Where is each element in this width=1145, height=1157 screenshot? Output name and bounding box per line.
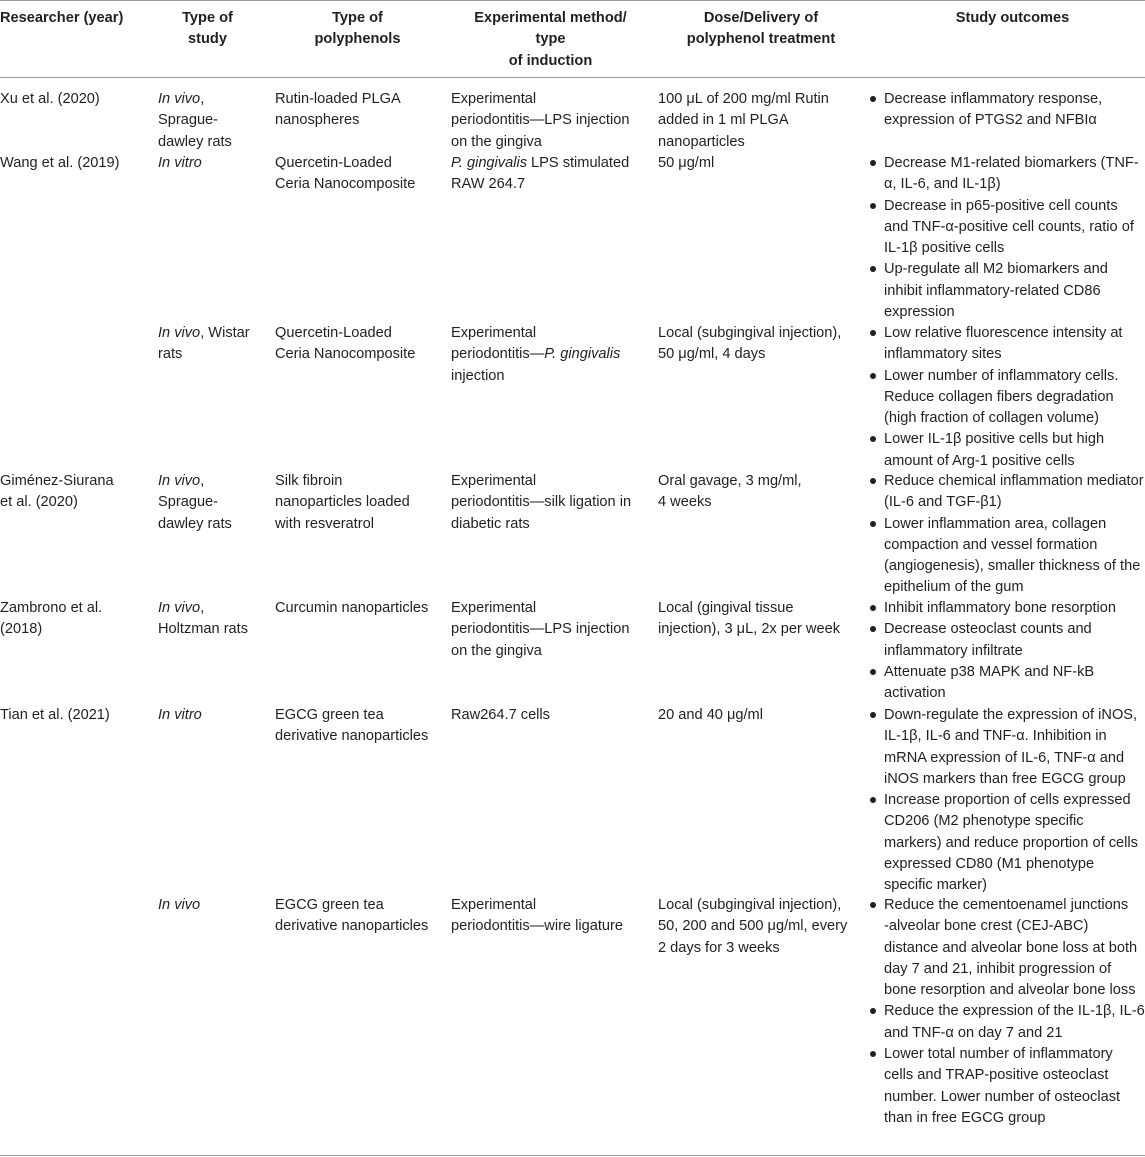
- dose-cell: [658, 598, 858, 641]
- cell-line: Up-regulate all M2 biomarkers and: [884, 261, 1108, 278]
- cell-line: [451, 153, 649, 174]
- cell-line: bone resorption and alveolar bone loss: [884, 982, 1136, 999]
- line-rest: on the gingiva: [451, 133, 542, 150]
- cell-line: [451, 174, 649, 195]
- dose-cell: [658, 153, 858, 174]
- line-rest: Sprague-: [158, 112, 219, 129]
- line-italic: In vitro: [158, 155, 202, 171]
- cell-line: number. Lower number of osteoclast: [884, 1088, 1121, 1105]
- cell-line: [451, 89, 649, 110]
- cell-line: Wang et al. (2019): [0, 155, 120, 171]
- study-type-cell: [158, 895, 268, 916]
- cell-line: 20 and 40 μg/ml: [658, 707, 763, 723]
- dose-cell: [658, 323, 858, 366]
- cell-line: expressed CD80 (M1 phenotype: [884, 856, 1095, 873]
- cell-line: Local (subgingival injection),: [658, 325, 842, 341]
- header-dose-delivery: Dose/Delivery of polyphenol treatment: [686, 10, 836, 48]
- cell-line: α, IL-6, and IL-1β): [884, 176, 1001, 193]
- outcomes-list: [868, 153, 1145, 323]
- table-bottom-rule: [0, 1155, 1145, 1156]
- line-rest: , Wistar: [200, 325, 250, 341]
- line-rest: diabetic rats: [451, 515, 530, 532]
- polyphenol-cell: [275, 895, 443, 938]
- cell-line: [451, 895, 649, 916]
- researcher-cell: [0, 153, 150, 174]
- cell-line: [158, 598, 268, 619]
- outcome-item: [868, 1044, 1145, 1129]
- cell-line: Inhibit inflammatory bone resorption: [884, 600, 1116, 616]
- cell-line: Ceria Nanocomposite: [275, 176, 416, 193]
- cell-line: Reduce the expression of the IL-1β, IL-6: [884, 1003, 1145, 1020]
- cell-line: [158, 514, 268, 535]
- cell-line: amount of Arg-1 positive cells: [884, 452, 1075, 469]
- outcome-item: [868, 196, 1145, 260]
- line-rest: rats: [158, 346, 183, 363]
- cell-line: -alveolar bone crest (CEJ-ABC): [884, 918, 1089, 935]
- cell-line: nanospheres: [275, 112, 360, 129]
- cell-line: inhibit inflammatory-related CD86: [884, 282, 1101, 299]
- dose-cell: [658, 895, 858, 959]
- line-italic: In vivo: [158, 600, 201, 616]
- cell-line: [451, 323, 649, 344]
- cell-line: et al. (2020): [0, 494, 78, 511]
- cell-line: [158, 705, 268, 726]
- outcomes-cell: [868, 895, 1145, 1129]
- header-experimental-method: Experimental method/ type of induction: [474, 10, 627, 69]
- study-type-cell: [158, 598, 268, 641]
- cell-line: 4 weeks: [658, 494, 712, 511]
- outcomes-cell: [868, 598, 1145, 704]
- cell-line: [158, 110, 268, 131]
- outcome-item: [868, 790, 1145, 896]
- outcome-item: [868, 89, 1145, 132]
- cell-line: [158, 323, 268, 344]
- outcomes-cell: [868, 153, 1145, 323]
- line-pre: periodontitis—: [451, 346, 545, 363]
- outcomes-cell: [868, 323, 1145, 472]
- cell-line: 50, 200 and 500 μg/ml, every: [658, 918, 848, 935]
- cell-line: [451, 132, 649, 153]
- outcomes-list: [868, 471, 1145, 599]
- dose-cell: [658, 89, 858, 153]
- cell-line: injection), 3 μL, 2x per week: [658, 621, 841, 638]
- cell-line: CD206 (M2 phenotype specific: [884, 813, 1084, 830]
- outcome-item: [868, 514, 1145, 599]
- method-cell: [451, 323, 649, 387]
- cell-line: Reduce chemical inflammation mediator: [884, 473, 1144, 489]
- cell-line: expression: [884, 304, 955, 321]
- line-rest: periodontitis—wire ligature: [451, 918, 623, 935]
- study-type-cell: [158, 471, 268, 535]
- cell-line: [158, 89, 268, 110]
- outcome-item: [868, 366, 1145, 430]
- cell-line: [451, 598, 649, 619]
- line-italic: In vivo: [158, 473, 201, 489]
- cell-line: Quercetin-Loaded: [275, 325, 392, 341]
- line-rest: ,: [200, 91, 205, 107]
- cell-line: Local (gingival tissue: [658, 600, 794, 616]
- header-study-outcomes: Study outcomes: [955, 10, 1070, 26]
- cell-line: added in 1 ml PLGA: [658, 112, 789, 129]
- cell-line: Down-regulate the expression of iNOS,: [884, 707, 1138, 723]
- cell-line: Rutin-loaded PLGA: [275, 91, 401, 107]
- header-bottom-rule: [0, 77, 1145, 78]
- cell-line: markers) and reduce proportion of cells: [884, 834, 1138, 851]
- line-rest: Sprague-: [158, 494, 219, 511]
- cell-line: [158, 344, 268, 365]
- cell-line: [158, 492, 268, 513]
- line-rest: injection: [451, 367, 505, 384]
- cell-line: epithelium of the gum: [884, 579, 1024, 596]
- outcomes-list: [868, 323, 1145, 472]
- outcomes-list: [868, 705, 1145, 897]
- outcome-item: [868, 662, 1145, 705]
- outcome-item: [868, 429, 1145, 472]
- outcome-item: [868, 259, 1145, 323]
- cell-line: distance and alveolar bone loss at both: [884, 939, 1138, 956]
- method-cell: [451, 153, 649, 196]
- outcome-item: [868, 705, 1145, 790]
- cell-line: [451, 619, 649, 640]
- study-type-cell: [158, 89, 268, 153]
- cell-line: [451, 471, 649, 492]
- cell-line: Xu et al. (2020): [0, 91, 100, 107]
- line-rest: Experimental: [451, 473, 537, 489]
- cell-line: (angiogenesis), smaller thickness of the: [884, 558, 1141, 575]
- header-type-of-study: Type of study: [182, 10, 233, 48]
- outcomes-list: [868, 895, 1145, 1129]
- method-cell: [451, 598, 649, 662]
- outcome-item: [868, 153, 1145, 196]
- researcher-cell: [0, 89, 150, 110]
- line-italic: In vivo: [158, 325, 201, 341]
- cell-line: compaction and vessel formation: [884, 536, 1098, 553]
- cell-line: [451, 110, 649, 131]
- cell-line: Lower IL-1β positive cells but high: [884, 431, 1105, 448]
- dose-cell: [658, 705, 858, 726]
- polyphenol-cell: [275, 705, 443, 748]
- polyphenol-cell: [275, 598, 443, 619]
- cell-line: nanoparticles: [658, 133, 745, 150]
- cell-line: Reduce collagen fibers degradation: [884, 388, 1114, 405]
- method-cell: [451, 89, 649, 153]
- cell-line: derivative nanoparticles: [275, 728, 429, 745]
- outcome-item: [868, 1001, 1145, 1044]
- line-rest: ,: [200, 473, 205, 489]
- outcomes-cell: [868, 89, 1145, 132]
- study-type-cell: [158, 153, 268, 174]
- line-rest: dawley rats: [158, 515, 232, 532]
- outcome-item: [868, 619, 1145, 662]
- cell-line: activation: [884, 685, 946, 702]
- outcomes-cell: [868, 705, 1145, 897]
- cell-line: 50 μg/ml: [658, 155, 715, 171]
- outcome-item: [868, 471, 1145, 514]
- cell-line: with resveratrol: [275, 515, 374, 532]
- line-rest: Experimental: [451, 600, 537, 616]
- cell-line: 2 days for 3 weeks: [658, 939, 780, 956]
- cell-line: iNOS markers than free EGCG group: [884, 770, 1126, 787]
- line-italic: In vivo: [158, 91, 201, 107]
- cell-line: 50 μg/ml, 4 days: [658, 346, 766, 363]
- cell-line: Zambrono et al.: [0, 600, 103, 616]
- line-rest: Experimental: [451, 897, 537, 913]
- line-rest: Experimental: [451, 91, 537, 107]
- method-cell: [451, 471, 649, 535]
- cell-line: Decrease M1-related biomarkers (TNF-: [884, 155, 1139, 171]
- outcomes-cell: [868, 471, 1145, 599]
- cell-line: inflammatory infiltrate: [884, 642, 1023, 659]
- cell-line: [451, 492, 649, 513]
- polyphenol-cell: [275, 471, 443, 535]
- cell-line: Tian et al. (2021): [0, 707, 110, 723]
- line-rest: RAW 264.7: [451, 176, 526, 193]
- dose-cell: [658, 471, 858, 514]
- cell-line: [451, 916, 649, 937]
- cell-line: Silk fibroin: [275, 473, 343, 489]
- cell-line: (2018): [0, 621, 43, 638]
- line-rest: periodontitis—LPS injection: [451, 112, 630, 129]
- cell-line: EGCG green tea: [275, 897, 384, 913]
- line-rest: periodontitis—LPS injection: [451, 621, 630, 638]
- cell-line: Decrease inflammatory response,: [884, 91, 1103, 107]
- cell-line: Increase proportion of cells expressed: [884, 792, 1131, 809]
- cell-line: Oral gavage, 3 mg/ml,: [658, 473, 802, 489]
- cell-line: Lower number of inflammatory cells.: [884, 367, 1119, 384]
- cell-line: inflammatory sites: [884, 346, 1002, 363]
- cell-line: nanoparticles loaded: [275, 494, 410, 511]
- cell-line: Reduce the cementoenamel junctions: [884, 897, 1129, 913]
- cell-line: Curcumin nanoparticles: [275, 600, 429, 616]
- cell-line: (high fraction of collagen volume): [884, 410, 1099, 427]
- cell-line: [451, 641, 649, 662]
- polyphenol-cell: [275, 323, 443, 366]
- cell-line: [451, 344, 649, 365]
- outcome-item: [868, 598, 1145, 619]
- cell-line: IL-1β, IL-6 and TNF-α. Inhibition in: [884, 728, 1107, 745]
- header-type-of-polyphenols: Type of polyphenols: [314, 10, 401, 48]
- line-rest: Raw264.7 cells: [451, 707, 550, 723]
- outcome-item: [868, 323, 1145, 366]
- cell-line: [451, 514, 649, 535]
- cell-line: (IL-6 and TGF-β1): [884, 494, 1002, 511]
- cell-line: [451, 366, 649, 387]
- researcher-cell: [0, 705, 150, 726]
- cell-line: Local (subgingival injection),: [658, 897, 842, 913]
- cell-line: specific marker): [884, 877, 987, 894]
- method-cell: [451, 895, 649, 938]
- researcher-cell: [0, 471, 150, 514]
- line-italic: P. gingivalis: [544, 346, 621, 363]
- table-top-rule: [0, 0, 1145, 1]
- line-rest: ,: [200, 600, 205, 616]
- method-cell: [451, 705, 649, 726]
- polyphenol-cell: [275, 89, 443, 132]
- cell-line: [158, 895, 268, 916]
- cell-line: Lower inflammation area, collagen: [884, 515, 1107, 532]
- line-rest: periodontitis—silk ligation in: [451, 494, 632, 511]
- cell-line: 100 μL of 200 mg/ml Rutin: [658, 91, 829, 107]
- cell-line: Decrease osteoclast counts and: [884, 621, 1092, 638]
- cell-line: [158, 132, 268, 153]
- researcher-cell: [0, 598, 150, 641]
- cell-line: Giménez-Siurana: [0, 473, 114, 489]
- cell-line: day 7 and 21, inhibit progression of: [884, 960, 1112, 977]
- cell-line: Attenuate p38 MAPK and NF-kB: [884, 663, 1095, 680]
- header-researcher: Researcher (year): [0, 10, 124, 26]
- cell-line: Lower total number of inflammatory: [884, 1046, 1113, 1063]
- cell-line: [451, 705, 649, 726]
- study-type-cell: [158, 323, 268, 366]
- cell-line: IL-1β positive cells: [884, 240, 1005, 257]
- cell-line: and TNF-α on day 7 and 21: [884, 1024, 1063, 1041]
- line-rest: Holtzman rats: [158, 621, 249, 638]
- outcomes-list: [868, 598, 1145, 704]
- cell-line: EGCG green tea: [275, 707, 384, 723]
- cell-line: derivative nanoparticles: [275, 918, 429, 935]
- cell-line: cells and TRAP-positive osteoclast: [884, 1067, 1109, 1084]
- line-rest: Experimental: [451, 325, 537, 341]
- cell-line: expression of PTGS2 and NFBIα: [884, 112, 1097, 129]
- cell-line: Low relative fluorescence intensity at: [884, 325, 1123, 341]
- line-rest: on the gingiva: [451, 642, 542, 659]
- line-rest: dawley rats: [158, 133, 232, 150]
- cell-line: [158, 153, 268, 174]
- cell-line: Decrease in p65-positive cell counts: [884, 197, 1118, 214]
- line-italic: P. gingivalis: [451, 155, 527, 171]
- cell-line: Ceria Nanocomposite: [275, 346, 416, 363]
- outcomes-list: [868, 89, 1145, 132]
- study-type-cell: [158, 705, 268, 726]
- cell-line: mRNA expression of IL-6, TNF-α and: [884, 749, 1125, 766]
- outcome-item: [868, 895, 1145, 1001]
- cell-line: and TNF-α-positive cell counts, ratio of: [884, 218, 1134, 235]
- line-italic: In vitro: [158, 707, 202, 723]
- cell-line: [158, 619, 268, 640]
- polyphenol-cell: [275, 153, 443, 196]
- line-italic: In vivo: [158, 897, 201, 913]
- cell-line: Quercetin-Loaded: [275, 155, 392, 171]
- cell-line: than in free EGCG group: [884, 1109, 1046, 1126]
- cell-line: [158, 471, 268, 492]
- line-rest: LPS stimulated: [527, 155, 630, 171]
